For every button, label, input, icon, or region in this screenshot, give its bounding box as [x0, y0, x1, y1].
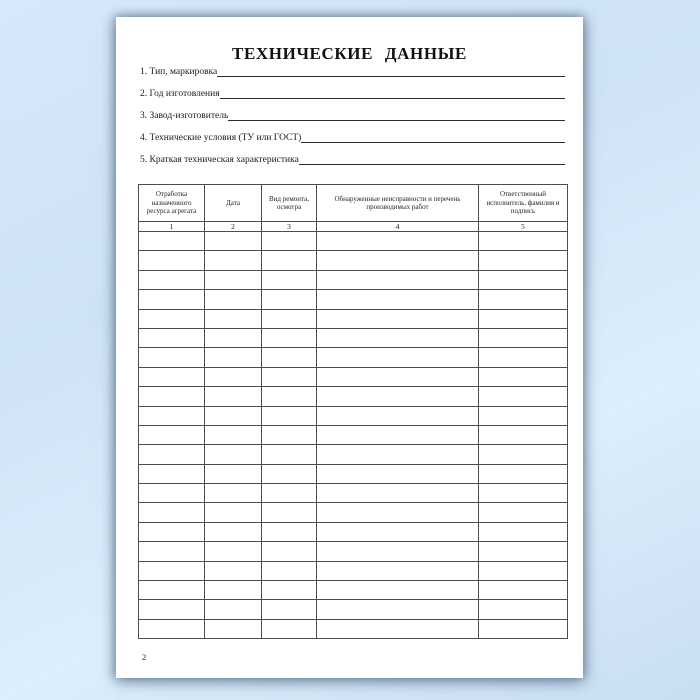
table-cell: [479, 445, 568, 464]
document-page: [116, 17, 583, 678]
col-header-responsible: Ответственный исполнитель, фамилия и подпись: [479, 185, 568, 222]
table-row: [139, 270, 568, 289]
table-cell: [262, 600, 317, 619]
table-cell: [317, 270, 479, 289]
table-cell: [479, 309, 568, 328]
field-label-characteristics: 5. Краткая техническая характеристика: [140, 155, 299, 165]
table-cell: [139, 387, 205, 406]
table-cell: [205, 251, 262, 270]
table-cell: [262, 561, 317, 580]
table-cell: [262, 251, 317, 270]
table-cell: [479, 522, 568, 541]
table-cell: [317, 542, 479, 561]
field-row-characteristics: [140, 144, 565, 166]
table-cell: [317, 581, 479, 600]
table-cell: [317, 367, 479, 386]
table-number-row: [139, 222, 568, 232]
table-cell: [479, 464, 568, 483]
table-cell: [205, 270, 262, 289]
table-cell: [479, 270, 568, 289]
table-cell: [317, 619, 479, 638]
table-cell: [262, 290, 317, 309]
col-header-faults: Обнаруженные неисправности и перечень производимых работ: [317, 185, 479, 222]
table-cell: [139, 561, 205, 580]
table-cell: [205, 600, 262, 619]
col-number: 3: [262, 222, 317, 232]
table-cell: [317, 290, 479, 309]
table-cell: [139, 406, 205, 425]
table-cell: [479, 503, 568, 522]
table-cell: [205, 503, 262, 522]
fields-section: [140, 56, 565, 166]
table-cell: [262, 367, 317, 386]
table-cell: [262, 406, 317, 425]
table-row: [139, 309, 568, 328]
table-cell: [262, 328, 317, 347]
table-row: [139, 503, 568, 522]
table-cell: [139, 522, 205, 541]
table-row: [139, 290, 568, 309]
table-cell: [317, 484, 479, 503]
table-cell: [205, 348, 262, 367]
table-cell: [205, 425, 262, 444]
field-label-specs: 4. Технические условия (ТУ или ГОСТ): [140, 133, 302, 143]
table-row: [139, 232, 568, 251]
table-row: [139, 328, 568, 347]
table-row: [139, 251, 568, 270]
col-number: 1: [139, 222, 205, 232]
table-header-row: [139, 185, 568, 222]
table-cell: [317, 522, 479, 541]
table-cell: [205, 484, 262, 503]
table-cell: [262, 581, 317, 600]
col-header-repair-type: Вид ремонта, осмотра: [262, 185, 317, 222]
field-blank-line: [217, 76, 565, 77]
table-cell: [317, 561, 479, 580]
table-cell: [479, 542, 568, 561]
table-cell: [205, 232, 262, 251]
table-cell: [317, 387, 479, 406]
table-cell: [479, 581, 568, 600]
table-cell: [139, 484, 205, 503]
table-cell: [139, 619, 205, 638]
table-cell: [205, 367, 262, 386]
field-blank-line: [220, 98, 565, 99]
table-row: [139, 406, 568, 425]
table-cell: [262, 232, 317, 251]
table-cell: [479, 561, 568, 580]
table-row: [139, 425, 568, 444]
table-cell: [262, 619, 317, 638]
field-row-type: [140, 56, 565, 78]
table-cell: [317, 348, 479, 367]
table-row: [139, 445, 568, 464]
table-cell: [262, 309, 317, 328]
table-cell: [317, 251, 479, 270]
field-blank-line: [301, 142, 565, 143]
table-row: [139, 484, 568, 503]
table-cell: [479, 387, 568, 406]
table-cell: [317, 600, 479, 619]
table-cell: [205, 387, 262, 406]
table-cell: [479, 425, 568, 444]
table-cell: [317, 445, 479, 464]
table-cell: [139, 309, 205, 328]
table-cell: [262, 270, 317, 289]
table-cell: [317, 232, 479, 251]
col-number: 2: [205, 222, 262, 232]
table-cell: [139, 581, 205, 600]
table-row: [139, 619, 568, 638]
table-cell: [317, 406, 479, 425]
table-cell: [139, 503, 205, 522]
table-cell: [317, 309, 479, 328]
table-cell: [205, 619, 262, 638]
table-cell: [205, 464, 262, 483]
table-cell: [262, 484, 317, 503]
table-cell: [317, 425, 479, 444]
field-label-year: 2. Год изготовления: [140, 89, 220, 99]
field-blank-line: [299, 164, 565, 165]
field-row-manufacturer: [140, 100, 565, 122]
col-header-date: Дата: [205, 185, 262, 222]
table-row: [139, 387, 568, 406]
table-cell: [262, 445, 317, 464]
field-label-manufacturer: 3. Завод-изготовитель: [140, 111, 229, 121]
table-cell: [139, 464, 205, 483]
field-row-specs: [140, 122, 565, 144]
field-row-year: [140, 78, 565, 100]
table-cell: [139, 251, 205, 270]
table-cell: [205, 309, 262, 328]
table-cell: [205, 445, 262, 464]
table-cell: [205, 561, 262, 580]
col-number: 4: [317, 222, 479, 232]
field-label-type: 1. Тип, маркировка: [140, 67, 218, 77]
table-row: [139, 542, 568, 561]
table-cell: [479, 328, 568, 347]
table-row: [139, 522, 568, 541]
table-row: [139, 464, 568, 483]
table-cell: [262, 503, 317, 522]
table-cell: [479, 290, 568, 309]
table-cell: [479, 251, 568, 270]
table-cell: [139, 348, 205, 367]
table-cell: [205, 542, 262, 561]
page-title: ТЕХНИЧЕСКИЕ ДАННЫЕ: [232, 44, 467, 63]
table-cell: [317, 328, 479, 347]
table-cell: [479, 619, 568, 638]
table-cell: [479, 367, 568, 386]
table-cell: [139, 425, 205, 444]
table-cell: [262, 542, 317, 561]
table-cell: [262, 464, 317, 483]
col-number: 5: [479, 222, 568, 232]
table-cell: [205, 581, 262, 600]
table-cell: [479, 484, 568, 503]
table-cell: [205, 290, 262, 309]
table-cell: [479, 600, 568, 619]
table-row: [139, 600, 568, 619]
table-cell: [139, 232, 205, 251]
table-cell: [262, 387, 317, 406]
table-cell: [479, 348, 568, 367]
table-row: [139, 367, 568, 386]
table-cell: [262, 425, 317, 444]
table-cell: [262, 522, 317, 541]
table-cell: [317, 464, 479, 483]
table-cell: [479, 406, 568, 425]
table-cell: [139, 367, 205, 386]
field-blank-line: [228, 120, 565, 121]
table-cell: [317, 503, 479, 522]
page-number: 2: [142, 652, 147, 662]
tech-data-table: [138, 184, 568, 639]
table-cell: [139, 445, 205, 464]
table-cell: [139, 600, 205, 619]
table-cell: [205, 328, 262, 347]
table-cell: [262, 348, 317, 367]
table-cell: [139, 290, 205, 309]
table-cell: [205, 522, 262, 541]
table-cell: [205, 406, 262, 425]
table-cell: [479, 232, 568, 251]
table-row: [139, 581, 568, 600]
col-header-resource: Отработка назначенного ресурса агрегата: [139, 185, 205, 222]
table-cell: [139, 270, 205, 289]
table-cell: [139, 328, 205, 347]
table-row: [139, 561, 568, 580]
table-row: [139, 348, 568, 367]
table-cell: [139, 542, 205, 561]
